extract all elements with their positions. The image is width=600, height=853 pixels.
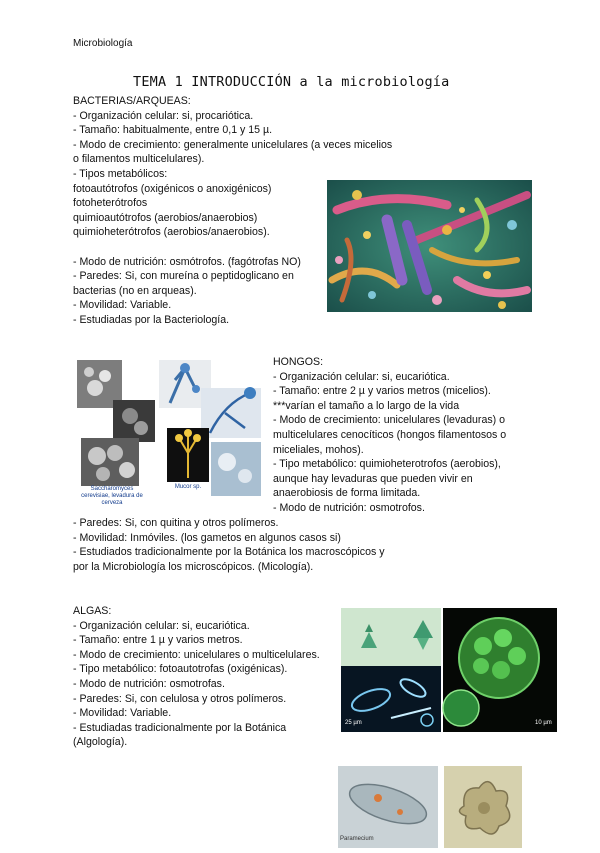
text-line: - Modo de crecimiento: unicelulares (levaduras) o (273, 414, 505, 427)
hongos-heading: HONGOS: (273, 356, 324, 368)
text-line: - Organización celular: si, procariótica. (73, 109, 254, 122)
text-line: - Tamaño: habitualmente, entre 0,1 y 15 µ. (73, 124, 273, 137)
paramecium-caption: Paramecium (340, 836, 374, 842)
hongos-section (273, 355, 506, 516)
text-line: - Movilidad: Variable. (73, 299, 172, 312)
text-line: - Tipo metabólico: fotoautotrofas (oxigénicas). (73, 663, 288, 676)
text-line: (Algología). (73, 736, 128, 749)
text-line: - Modo de nutrición: osmótrofos. (fagótrofas NO) (73, 255, 301, 268)
algas-heading: ALGAS: (73, 605, 112, 617)
algas-section (73, 604, 320, 750)
text-line: quimioautótrofos (aerobios/anaerobios) (73, 211, 258, 224)
text-line: aunque hay levaduras que pueden vivir en (273, 472, 473, 485)
bacterias-heading: BACTERIAS/ARQUEAS: (73, 95, 191, 107)
text-line: fotoautótrofos (oxigénicos o anoxigénicos) (73, 182, 272, 195)
bacteria-illustration (327, 180, 532, 312)
mucor-caption: Mucor sp. (174, 484, 202, 490)
fungi-collage (75, 358, 265, 506)
text-line: - Paredes: Si, con mureína o peptidoglicano en (73, 270, 294, 283)
text-line: - Estudiados tradicionalmente por la Botánica los macroscópicos y (73, 546, 385, 559)
amoeba-illustration (444, 766, 522, 848)
amoeba-image (444, 766, 522, 848)
text-line: miceliales, mohos). (273, 443, 364, 456)
yeast-caption: Saccharomyces cerevisiae, levadura de cerveza (81, 486, 143, 506)
scale-label: 25 µm (345, 720, 362, 726)
text-line: - Tamaño: entre 1 µ y varios metros. (73, 634, 243, 647)
text-line: - Paredes: Si, con quitina y otros polímeros. (73, 517, 279, 529)
text-line: ***varían el tamaño a lo largo de la vida (273, 399, 460, 412)
text-line: - Estudiadas por la Bacteriología. (73, 313, 230, 326)
algae-collage (341, 608, 557, 732)
scale-label: 10 µm (535, 720, 552, 726)
text-line: - Organización celular: si, eucariótica. (73, 619, 250, 632)
text-line: - Tipos metabólicos: (73, 167, 168, 180)
text-line: - Movilidad: Inmóviles. (los gametos en algunos casos si) (73, 531, 341, 544)
hongos-section-continued (73, 516, 385, 574)
text-line: fotoheterótrofos (73, 197, 148, 210)
fungi-illustration (75, 358, 265, 500)
text-line: - Tamaño: entre 2 µ y varios metros (micelios). (273, 385, 491, 398)
text-line: - Organización celular: si, eucariótica. (273, 370, 450, 383)
text-line: o filamentos multicelulares). (73, 153, 205, 166)
bacteria-micrograph (327, 180, 532, 312)
text-line: anaerobiosis de forma limitada. (273, 487, 421, 500)
text-line: - Modo de crecimiento: unicelulares o multicelulares. (73, 648, 320, 661)
text-line: por la Microbiología los microscópicos. (Micología). (73, 560, 314, 573)
text-line: - Movilidad: Variable. (73, 707, 172, 720)
text-line: - Paredes: Si, con celulosa y otros polímeros. (73, 692, 287, 705)
text-line: multicelulares cenocíticos (hongos filamentosos o (273, 428, 507, 441)
paramecium-image (338, 766, 438, 848)
text-line: - Modo de nutrición: osmotrofas. (73, 677, 225, 690)
text-line: bacterias (no en arqueas). (73, 284, 197, 297)
text-line: - Tipo metabólico: quimioheterotrofos (aerobios), (273, 458, 501, 471)
text-line: - Estudiadas tradicionalmente por la Botánica (73, 721, 287, 734)
algae-illustration (341, 608, 557, 732)
text-line: quimioheterótrofos (aerobios/anaerobios). (73, 226, 270, 239)
text-line: - Modo de nutrición: osmotrofos. (273, 501, 425, 514)
page-title: TEMA 1 INTRODUCCIÓN a la microbiología (133, 74, 450, 90)
page-header: Microbiología (73, 38, 133, 49)
text-line: - Modo de crecimiento: generalmente unicelulares (a veces micelios (73, 138, 393, 151)
